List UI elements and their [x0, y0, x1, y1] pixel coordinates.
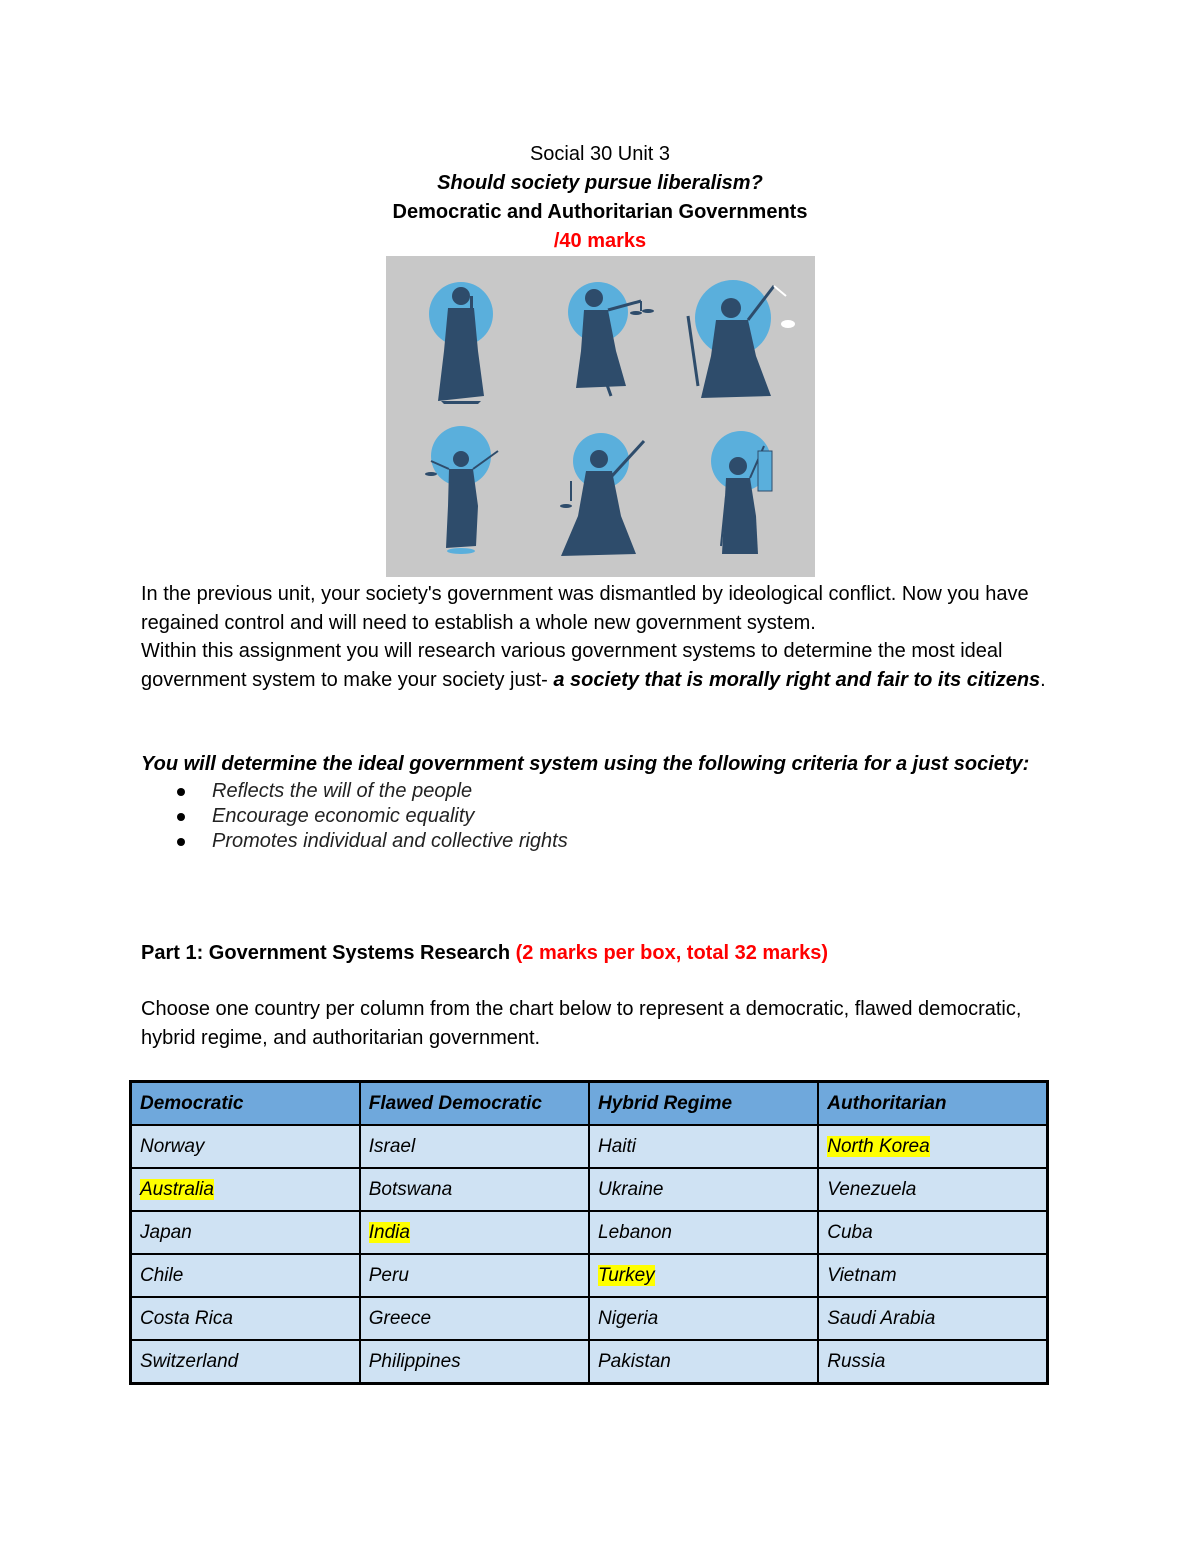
table-cell	[589, 1340, 818, 1384]
intro-paragraph-1: In the previous unit, your society's government was dismantled by ideological conflict. Now you have regained control and will need to establish a whole new government system.	[141, 583, 1029, 634]
column-header: Authoritarian	[818, 1082, 1047, 1126]
table-cell	[131, 1340, 360, 1384]
table-cell	[360, 1254, 589, 1297]
government-systems-table	[129, 1080, 1049, 1385]
country-name: Israel	[368, 1135, 416, 1157]
column-header: Democratic	[131, 1082, 360, 1126]
country-name: Vietnam	[827, 1264, 897, 1286]
table-cell	[360, 1211, 589, 1254]
country-name: Ukraine	[598, 1178, 664, 1200]
table-cell	[818, 1125, 1047, 1168]
criteria-heading: You will determine the ideal government system using the following criteria for a just society:	[141, 753, 1030, 775]
table-cell	[589, 1297, 818, 1340]
part1-heading	[141, 939, 828, 967]
country-name: Peru	[368, 1264, 409, 1286]
country-name: Cuba	[827, 1221, 873, 1243]
table-cell	[360, 1125, 589, 1168]
topic-title: Democratic and Authoritarian Governments	[392, 201, 808, 223]
intro-section	[141, 580, 1061, 694]
table-cell	[131, 1168, 360, 1211]
country-name: Norway	[140, 1135, 205, 1157]
table-cell	[818, 1340, 1047, 1384]
country-name: Philippines	[368, 1350, 461, 1372]
table-header-row	[131, 1082, 1048, 1126]
table-cell	[131, 1125, 360, 1168]
table-cell	[589, 1254, 818, 1297]
country-name: Botswana	[368, 1178, 453, 1200]
country-name: Saudi Arabia	[827, 1307, 936, 1329]
statue-5	[560, 433, 644, 556]
column-header: Hybrid Regime	[589, 1082, 818, 1126]
table-row	[131, 1297, 1048, 1340]
country-name: Turkey	[598, 1264, 655, 1286]
intro-paragraph-2-start: Within this assignment you will research various government systems to determine the most ideal government system to make your society just-	[141, 640, 1003, 691]
guiding-question: Should society pursue liberalism?	[437, 172, 763, 194]
country-name: North Korea	[827, 1135, 930, 1157]
statue-6	[711, 431, 772, 554]
criteria-item: Promotes individual and collective rights	[141, 829, 1061, 854]
just-society-definition: a society that is morally right and fair to its citizens	[553, 668, 1041, 691]
table-cell	[589, 1168, 818, 1211]
lady-justice-statues-icon	[386, 256, 815, 577]
table-cell	[360, 1168, 589, 1211]
total-marks: /40 marks	[553, 230, 647, 252]
table-row	[131, 1211, 1048, 1254]
part1-instructions: Choose one country per column from the chart below to represent a democratic, flawed democratic, hybrid regime, and authoritarian government.	[141, 998, 1022, 1049]
table-cell	[131, 1211, 360, 1254]
country-name: Haiti	[598, 1135, 637, 1157]
criteria-item: Reflects the will of the people	[141, 779, 1061, 804]
course-title: Social 30 Unit 3	[529, 143, 671, 165]
part1-marks: (2 marks per box, total 32 marks)	[515, 942, 828, 964]
country-name: Nigeria	[598, 1307, 659, 1329]
country-name: Costa Rica	[140, 1307, 233, 1329]
table-cell	[360, 1297, 589, 1340]
table-row	[131, 1125, 1048, 1168]
criteria-section	[141, 750, 1061, 854]
table-cell	[818, 1168, 1047, 1211]
country-name: Japan	[140, 1221, 192, 1243]
country-name: Australia	[140, 1178, 214, 1200]
country-name: Switzerland	[140, 1350, 239, 1372]
country-name: Chile	[140, 1264, 184, 1286]
table-row	[131, 1254, 1048, 1297]
statue-1	[429, 282, 493, 404]
part1-title: Part 1: Government Systems Research	[141, 942, 511, 964]
column-header: Flawed Democratic	[360, 1082, 589, 1126]
intro-paragraph-2-end: .	[1040, 668, 1046, 691]
table-cell	[131, 1254, 360, 1297]
table-cell	[131, 1297, 360, 1340]
table-row	[131, 1168, 1048, 1211]
table-cell	[589, 1211, 818, 1254]
country-name: Greece	[368, 1307, 432, 1329]
statue-2	[568, 282, 654, 396]
statue-3	[688, 280, 795, 398]
lady-justice-illustration	[386, 256, 815, 577]
criteria-item: Encourage economic equality	[141, 804, 1061, 829]
criteria-list	[141, 779, 1061, 854]
country-name: Lebanon	[598, 1221, 672, 1243]
intro-paragraph-2	[141, 637, 1061, 694]
table-cell	[818, 1211, 1047, 1254]
country-name: Russia	[827, 1350, 886, 1372]
table-cell	[360, 1340, 589, 1384]
table-row	[131, 1340, 1048, 1384]
country-name: Venezuela	[827, 1178, 917, 1200]
statue-4	[425, 426, 498, 554]
table-cell	[818, 1297, 1047, 1340]
country-name: Pakistan	[598, 1350, 671, 1372]
table-cell	[818, 1254, 1047, 1297]
document-header	[0, 140, 1200, 256]
country-name: India	[368, 1221, 410, 1243]
table-cell	[589, 1125, 818, 1168]
